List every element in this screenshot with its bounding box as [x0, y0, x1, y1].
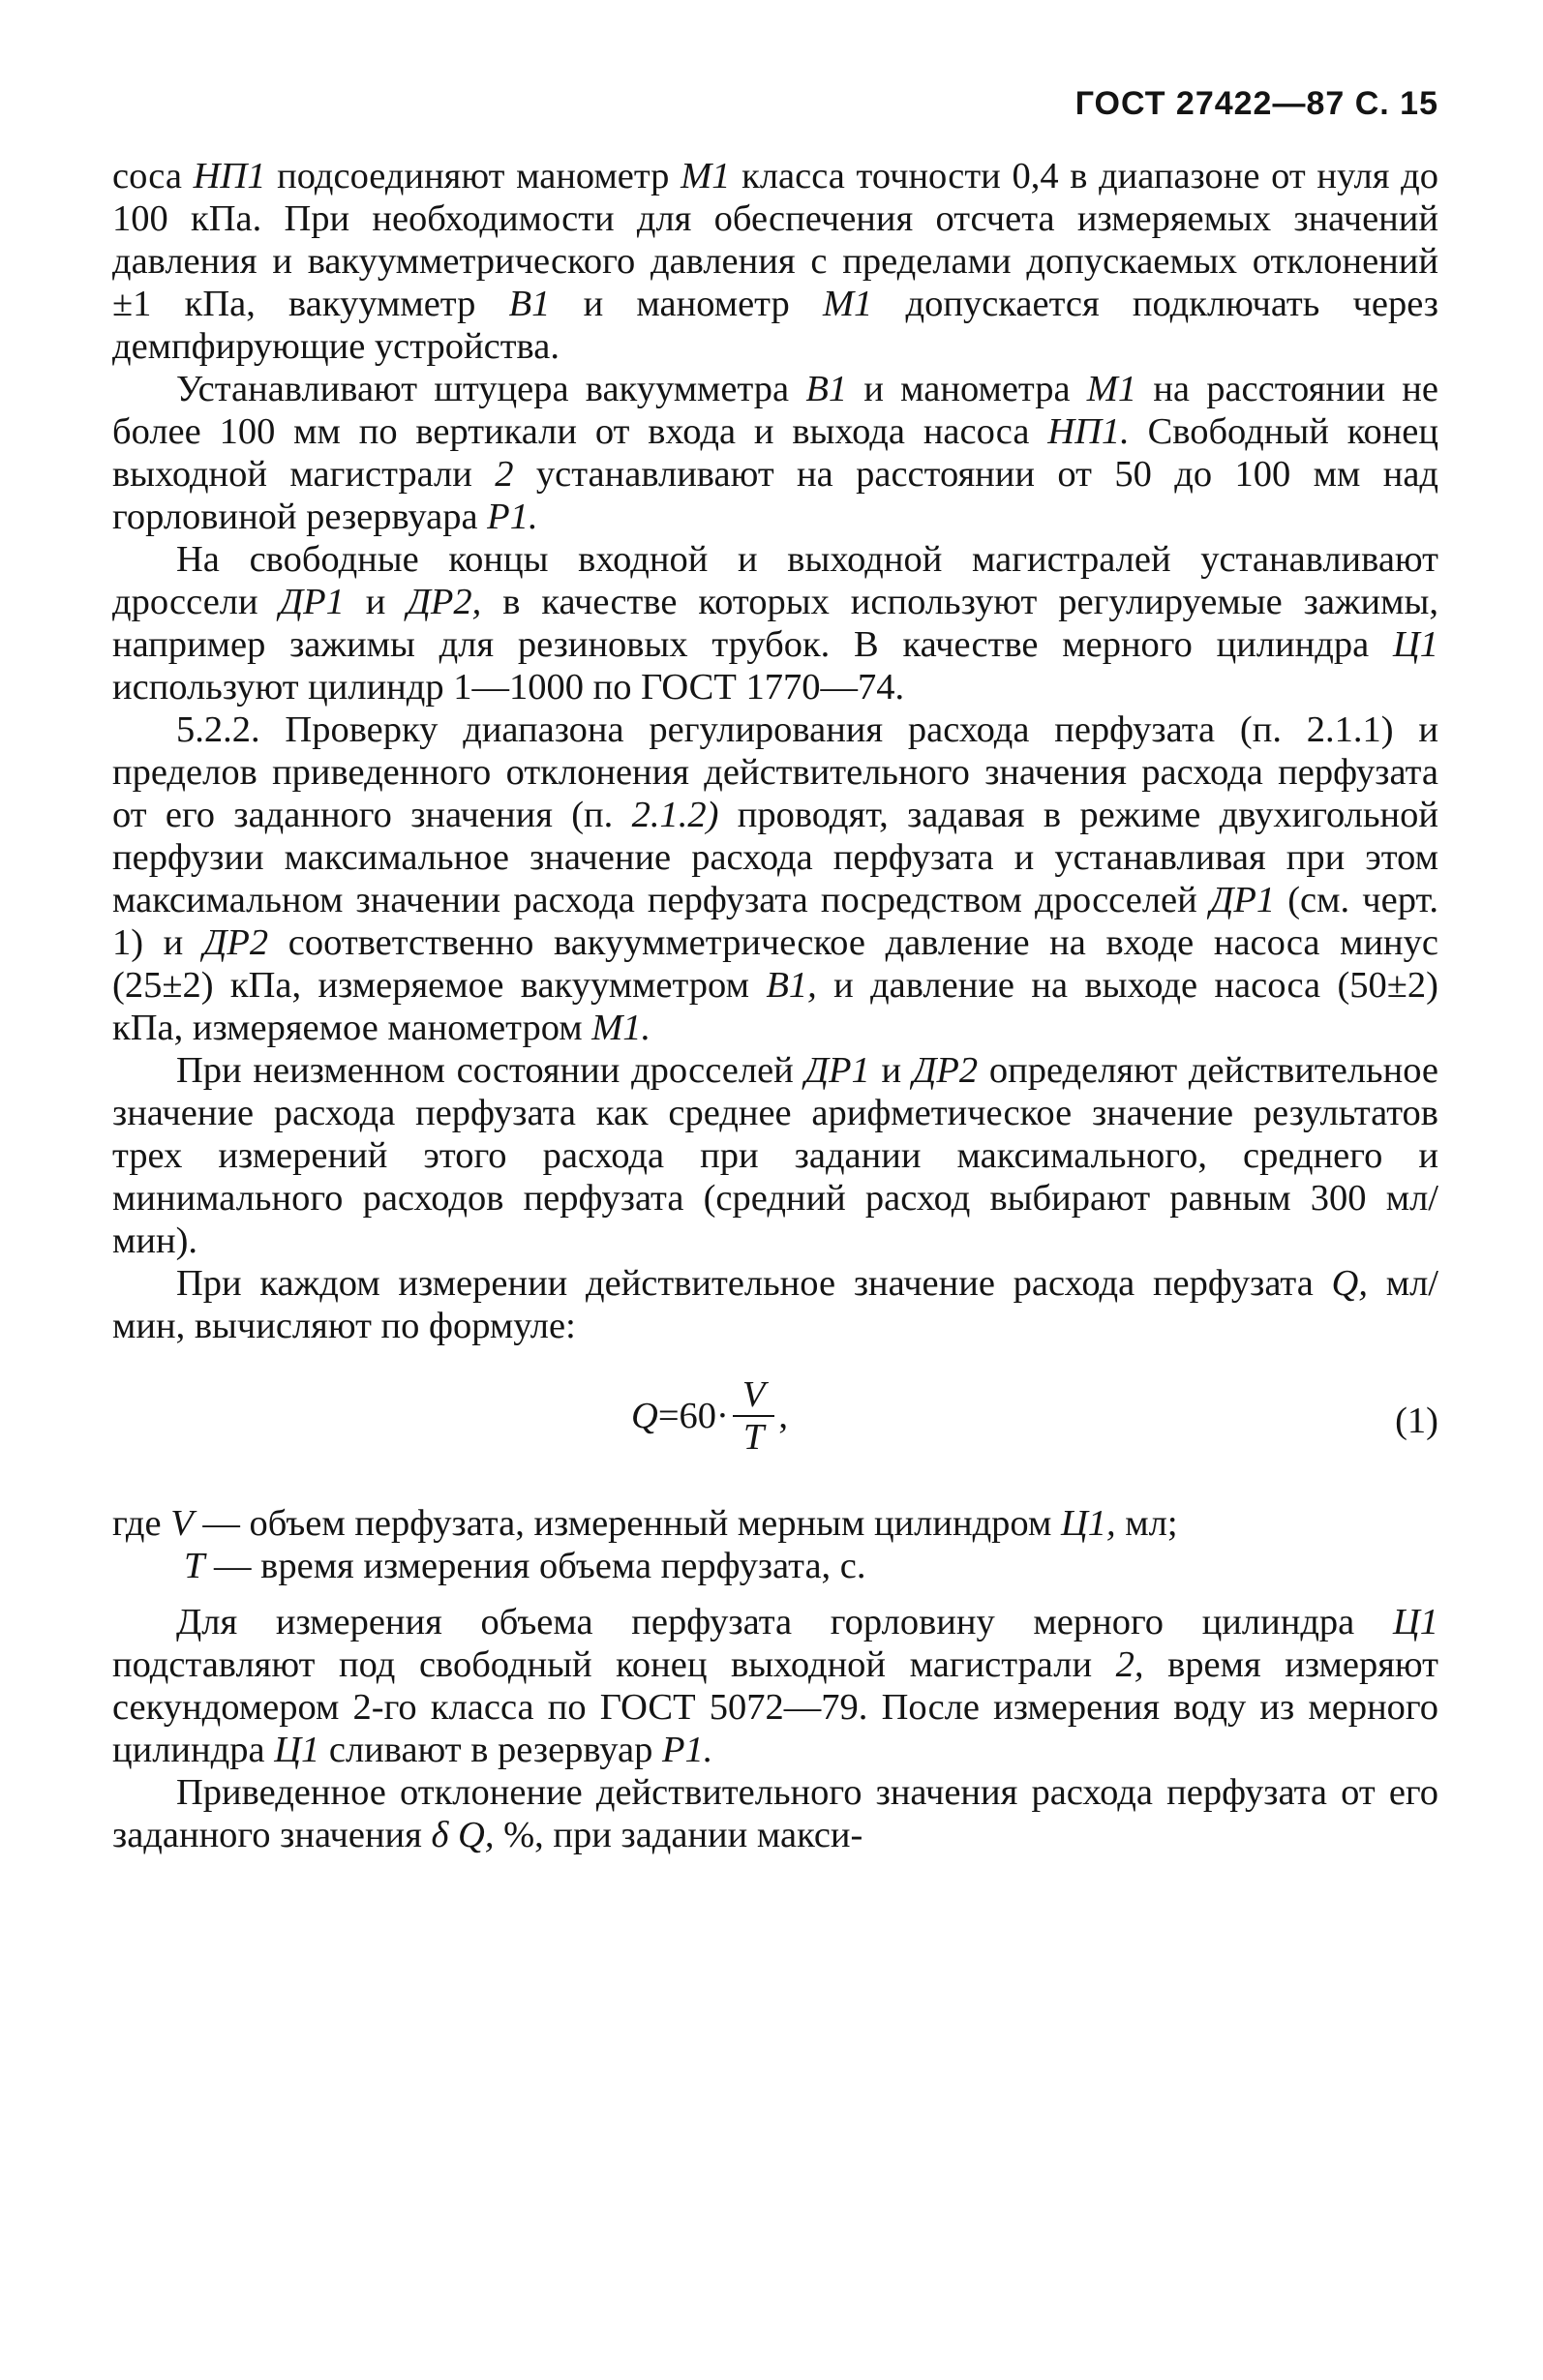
symbol: Р1. — [487, 497, 538, 537]
legend-line-t: T — время измерения объема перфузата, с. — [184, 1546, 866, 1586]
paragraph-5-2-2: 5.2.2. Проверку диапазона регулирования расхода перфузата (п. 2.1.1) и пределов приведенного отклонения действительного значения расхода перфузата от его заданного значения (п. 2.1.2) проводят, задавая в режиме двухигольной перфузии максимальное значение расхода перфузата и устанавливая при этом максимальном значении расхода перфузата посредством дросселей ДР1 (см. черт. 1) и ДР2 соответственно вакуумметрическое давление на входе насоса минус (25±2) кПа, измеряемое вакуумметром В1, и давление на выходе насоса (50±2) кПа, измеряемое манометром М1. — [112, 709, 1438, 1048]
formula-numerator: V — [733, 1374, 775, 1417]
paragraph-3: На свободные концы входной и выходной магистралей устанавливают дроссели ДР1 и ДР2, в качестве которых используют регулируемые зажимы, например зажимы для резиновых трубок. В качестве мерного цилиндра Ц1 используют цилиндр 1—1000 по ГОСТ 1770—74. — [112, 539, 1438, 708]
legend-line-v: где V — объем перфузата, измеренный мерным цилиндром Ц1, мл; — [112, 1503, 1178, 1544]
paragraph-5: При неизменном состоянии дросселей ДР1 и ДР2 определяют действительное значение расхода перфузата как среднее арифметическое значение результатов трех измерений этого расхода при задании максимального, среднего и минимального расходов перфузата (средний расход выбирают равным 300 мл/мин). — [112, 1050, 1439, 1261]
symbol: В1 — [805, 369, 848, 409]
formula-lhs: Q — [631, 1396, 658, 1436]
symbol: 2.1.2) — [631, 795, 719, 835]
symbol: Ц1 — [1392, 624, 1438, 665]
symbol: ДР1 — [804, 1050, 870, 1091]
symbol: Р1. — [661, 1730, 713, 1770]
symbol: НП1 — [193, 156, 266, 196]
formula-block — [112, 1353, 1438, 1489]
symbol: ДР2 — [202, 922, 269, 963]
symbol: δ Q, — [431, 1815, 495, 1855]
formula-number: (1) — [1395, 1401, 1438, 1441]
symbol: 2, — [1115, 1644, 1144, 1685]
symbol: В1, — [766, 965, 817, 1006]
symbol: 2 — [495, 454, 514, 495]
symbol: Ц1, — [1060, 1503, 1116, 1544]
symbol: НП1. — [1047, 411, 1130, 452]
formula-equals: =60· — [657, 1396, 729, 1436]
symbol: T — [184, 1546, 205, 1586]
symbol: Ц1 — [274, 1730, 320, 1770]
page-header: ГОСТ 27422—87 С. 15 — [1074, 85, 1438, 122]
formula — [631, 1374, 788, 1458]
symbol: ДР1 — [279, 582, 345, 622]
symbol: Q, — [1331, 1263, 1368, 1304]
symbol: В1 — [508, 284, 551, 324]
symbol: ДР2 — [912, 1050, 979, 1091]
paragraph-7: Для измерения объема перфузата горловину мерного цилиндра Ц1 подставляют под свободный конец выходной магистрали 2, время измеряют секундомером 2-го класса по ГОСТ 5072—79. После измерения воду из мерного цилиндра Ц1 сливают в резервуар Р1. — [112, 1602, 1438, 1770]
document-body — [112, 155, 1438, 1856]
symbol: ДР2, — [407, 582, 482, 622]
symbol: Ц1 — [1392, 1602, 1438, 1642]
paragraph-2: Устанавливают штуцера вакуумметра В1 и манометра М1 на расстоянии не более 100 мм по вертикали от входа и выхода насоса НП1. Свободный конец выходной магистрали 2 устанавливают на расстоянии от 50 до 100 мм над горловиной резервуара Р1. — [112, 369, 1438, 537]
formula-tail: , — [778, 1396, 789, 1436]
formula-denominator: T — [742, 1417, 765, 1458]
formula-fraction — [733, 1374, 775, 1458]
symbol: ДР1 — [1209, 880, 1276, 920]
paragraph-6: При каждом измерении действительное значение расхода перфузата Q, мл/мин, вычисляют по формуле: — [112, 1263, 1438, 1346]
paragraph-8: Приведенное отклонение действительного значения расхода перфузата от его заданного значения δ Q, %, при задании макси- — [112, 1772, 1438, 1855]
symbol: М1 — [1086, 369, 1137, 409]
symbol: М1 — [822, 284, 873, 324]
paragraph-1: соса НП1 подсоединяют манометр М1 класса точности 0,4 в диапазоне от нуля до 100 кПа. При необходимости для обеспечения отсчета измеряемых значений давления и вакуумметрического давления с пределами допускаемых отклонений ±1 кПа, вакуумметр В1 и манометр М1 допускается подключать через демпфирующие устройства. — [112, 156, 1438, 367]
symbol: М1 — [681, 156, 731, 196]
symbol: М1. — [591, 1008, 651, 1048]
symbol: V — [170, 1503, 194, 1544]
formula-legend — [112, 1502, 1438, 1587]
